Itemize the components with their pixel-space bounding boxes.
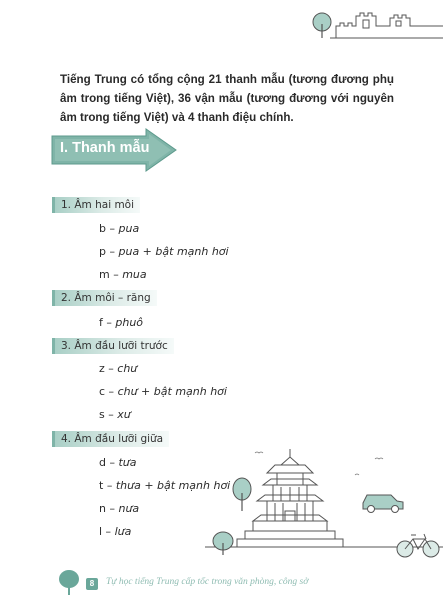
group-label-hai-moi: 1. Âm hai môi [52,197,140,213]
row-d: d – tưa [99,456,137,469]
car-icon [363,495,403,513]
intro-paragraph: Tiếng Trung có tổng cộng 21 thanh mẫu (tương đương phụ âm trong tiếng Việt), 36 vận mẫu (tương đương với nguyên âm trong tiếng Việt) và 4 thanh điệu chính. [60,73,394,124]
footer-tree-icon [56,568,84,596]
tree-icon [233,478,251,511]
tree-icon [213,532,233,555]
footer-book-title: Tự học tiếng Trung cấp tốc trong văn phòng, công sở [106,577,309,587]
group-label-dau-luoi-truoc: 3. Âm đầu lưỡi trước [52,338,174,354]
row-n: n – nưa [99,502,140,515]
page-number: 8 [86,578,98,590]
row-z: z – chư [99,362,138,375]
row-p: p – pua + bật mạnh hơi [99,245,229,258]
row-c: c – chư + bật mạnh hơi [99,385,227,398]
tree-icon [313,13,331,38]
row-s: s – xư [99,408,131,421]
row-t: t – thưa + bật mạnh hơi [99,479,231,492]
row-b: b – pua [99,222,140,235]
group-label-dau-luoi-giua: 4. Âm đầu lưỡi giữa [52,431,169,447]
city-illustration-icon [205,445,443,565]
row-l: l – lưa [99,525,132,538]
bicycle-icon [397,534,439,557]
group-label-moi-rang: 2. Âm môi – răng [52,290,157,306]
wall-decoration-icon [300,4,443,40]
row-m: m – mua [99,268,147,281]
row-f: f – phuô [99,316,144,329]
section-title: I. Thanh mẫu [60,140,150,156]
